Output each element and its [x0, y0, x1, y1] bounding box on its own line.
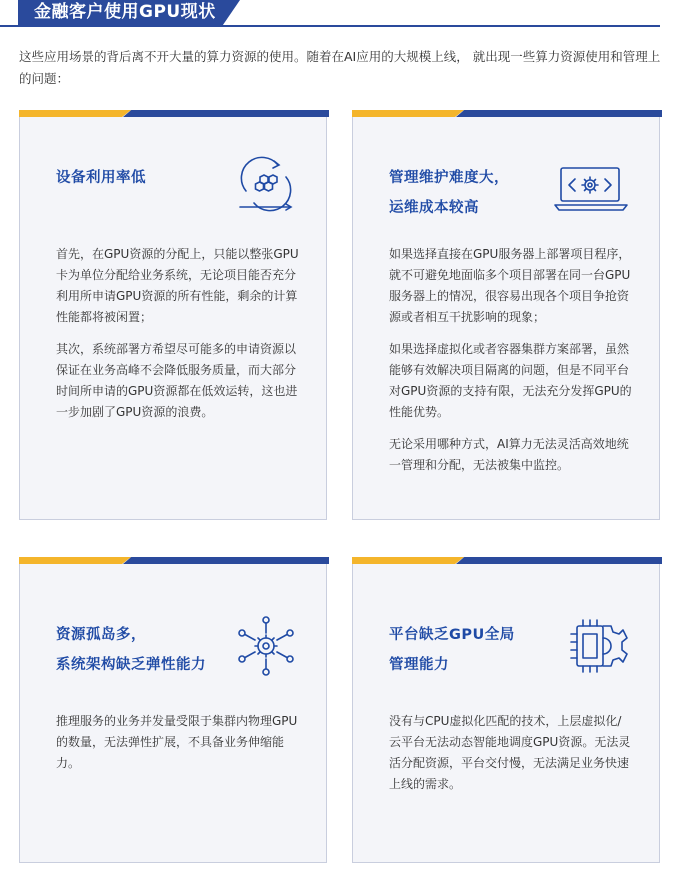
network-gear-icon [236, 616, 296, 680]
card-title-line: 资源孤岛多， [56, 627, 146, 643]
card-resource-silos [19, 557, 327, 863]
card-paragraph: 其次，系统部署方希望尽可能多的申请资源以保证在业务高峰不会降低服务质量，而大部分时间所申请的GPU资源都在低效运转，这也进一步加剧了GPU资源的浪费。 [56, 342, 298, 419]
intro-paragraph: 这些应用场景的背后离不开大量的算力资源的使用。随着在AI应用的大规模上线， 就出现一些算力资源使用和管理上的问题： [19, 49, 661, 86]
card-title [389, 620, 515, 680]
card-title [389, 163, 509, 223]
card-management-difficulty [352, 110, 660, 520]
card-top-bar [352, 110, 662, 117]
card-body [389, 711, 633, 806]
card-paragraph: 如果选择虚拟化或者容器集群方案部署，虽然能够有效解决项目隔离的问题，但是不同平台对GPU资源的支持有限，无法充分发挥GPU的性能优势。 [389, 342, 632, 419]
card-paragraph: 没有与CPU虚拟化匹配的技术，上层虚拟化/云平台无法动态智能地调度GPU资源。无法灵活分配资源，平台交付慢，无法满足业务快速上线的需求。 [389, 714, 631, 791]
page-title: 金融客户使用GPU现状 [34, 2, 216, 22]
card-title [56, 163, 146, 193]
gpu-cycle-icon [238, 155, 294, 217]
card-paragraph: 首先，在GPU资源的分配上，只能以整张GPU卡为单位分配给业务系统，无论项目能否充分利用所申请GPU资源的所有性能，剩余的计算性能都将被闲置； [56, 247, 299, 324]
card-title-line: 管理能力 [389, 657, 449, 673]
laptop-gear-icon [553, 165, 629, 217]
card-body [389, 244, 633, 487]
card-paragraph: 如果选择直接在GPU服务器上部署项目程序，就不可避免地面临多个项目部署在同一台GPU服务器上的情况，很容易出现各个项目争抢资源或者相互干扰影响的现象； [389, 247, 631, 324]
card-title-line: 运维成本较高 [389, 200, 479, 216]
card-title-line: 管理维护难度大， [389, 170, 509, 186]
card-title-line: 平台缺乏GPU全局 [389, 627, 515, 643]
card-paragraph: 无论采用哪种方式，AI算力无法灵活高效地统一管理和分配，无法被集中监控。 [389, 437, 629, 472]
chip-gear-icon [567, 616, 629, 680]
card-title [56, 620, 206, 680]
card-title-line: 设备利用率低 [56, 170, 146, 186]
card-body [56, 244, 300, 434]
section-header [0, 0, 660, 26]
card-top-bar [352, 557, 662, 564]
card-top-bar [19, 110, 329, 117]
card-device-utilization [19, 110, 327, 520]
card-paragraph: 推理服务的业务并发量受限于集群内物理GPU的数量，无法弹性扩展，不具备业务伸缩能力。 [56, 714, 298, 770]
card-global-management [352, 557, 660, 863]
card-title-line: 系统架构缺乏弹性能力 [56, 657, 206, 673]
card-body [56, 711, 300, 785]
card-top-bar [19, 557, 329, 564]
